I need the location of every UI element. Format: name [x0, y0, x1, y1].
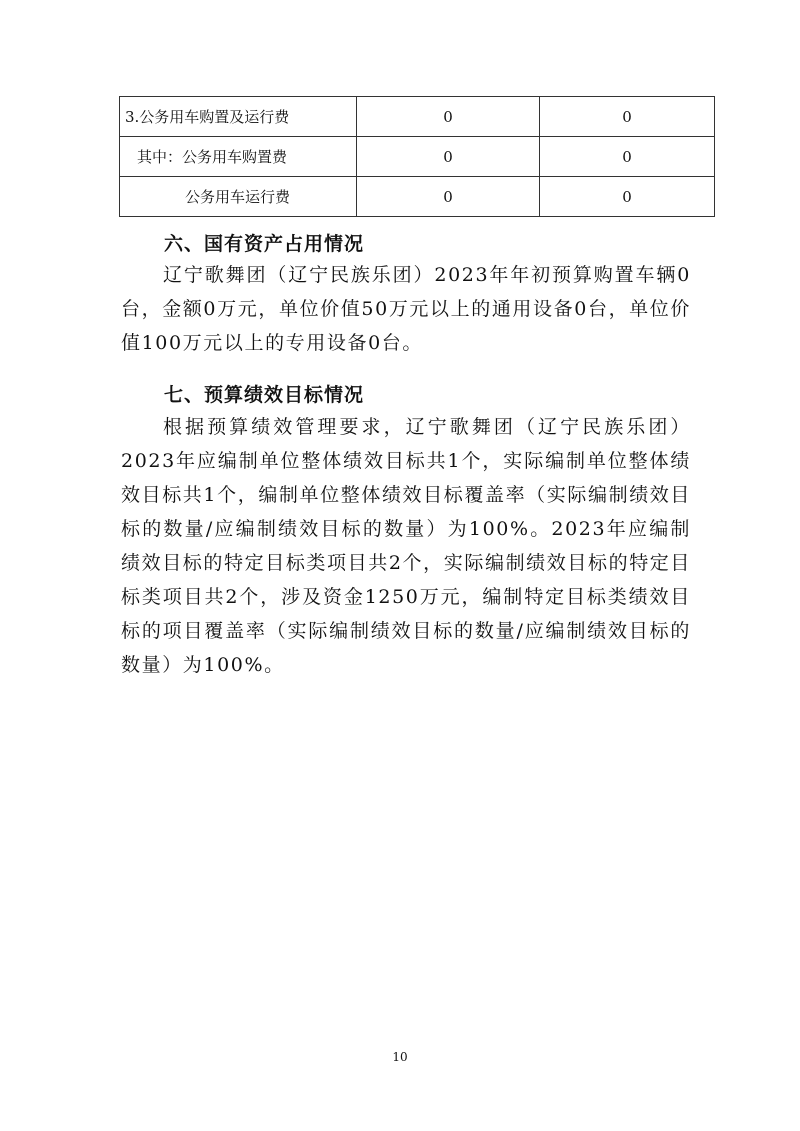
row-value: 0 [540, 177, 715, 217]
row-value: 0 [357, 97, 540, 137]
row-value: 0 [540, 137, 715, 177]
row-label: 3.公务用车购置及运行费 [120, 97, 357, 137]
section-paragraph-assets: 辽宁歌舞团（辽宁民族乐团）2023年年初预算购置车辆0台，金额0万元，单位价值50万元以上的通用设备0台，单位价值100万元以上的专用设备0台。 [121, 264, 691, 354]
budget-table [119, 96, 715, 217]
row-label: 其中：公务用车购置费 [120, 137, 357, 177]
page-number: 10 [392, 1050, 408, 1064]
section-paragraph-performance: 根据预算绩效管理要求，辽宁歌舞团（辽宁民族乐团）2023年应编制单位整体绩效目标共1个，实际编制单位整体绩效目标共1个，编制单位整体绩效目标覆盖率（实际编制绩效目标的数量/应编制绩效目标的数量）为100%。2023年应编制绩效目标的特定目标类项目共2个，实际编制绩效目标的特定目标类项目共2个，涉及资金1250万元，编制特定目标类绩效目标的项目覆盖率（实际编制绩效目标的数量/应编制绩效目标的数量）为100%。 [121, 416, 691, 676]
table-row [120, 97, 715, 137]
section-heading-assets: 六、国有资产占用情况 [164, 233, 365, 255]
row-value: 0 [357, 137, 540, 177]
row-label: 公务用车运行费 [120, 177, 357, 217]
table-row [120, 137, 715, 177]
table-row [120, 177, 715, 217]
row-value: 0 [540, 97, 715, 137]
section-heading-performance: 七、预算绩效目标情况 [164, 384, 365, 406]
row-value: 0 [357, 177, 540, 217]
